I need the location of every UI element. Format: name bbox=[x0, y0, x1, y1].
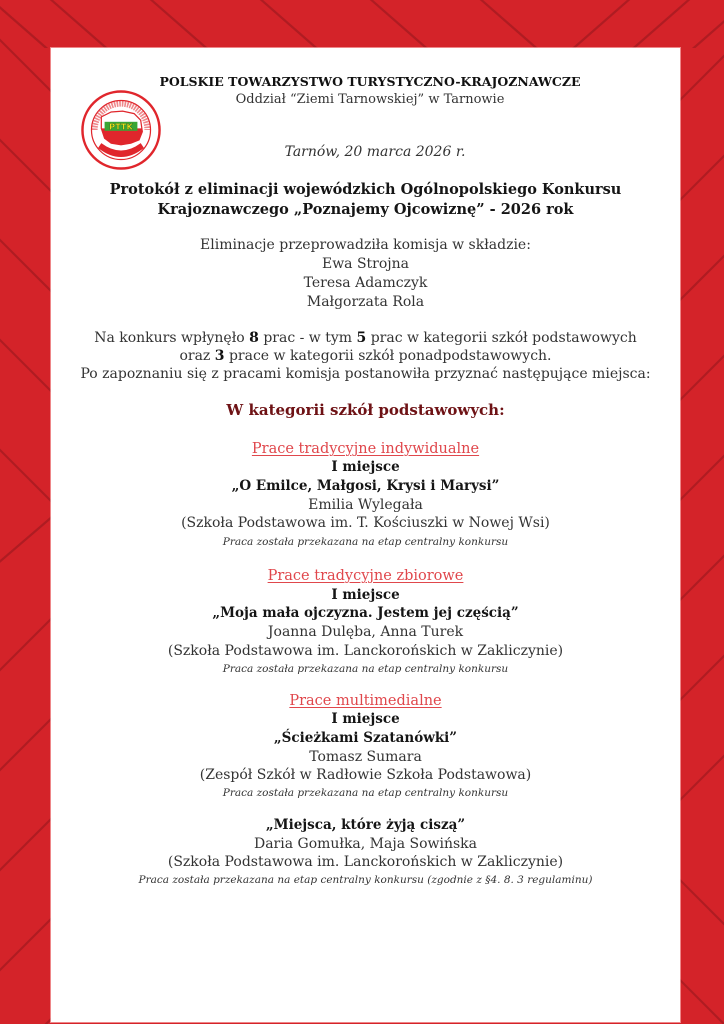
work-school: (Szkoła Podstawowa im. Lanckorońskich w Zakliczynie) bbox=[167, 854, 564, 870]
document-title-line-2: Krajoznawczego „Poznajemy Ojcowiznę” - 2026 rok bbox=[157, 201, 574, 218]
award-place: I miejsce bbox=[331, 459, 400, 475]
summary-text: prace w kategorii szkół ponadpodstawowych. bbox=[224, 348, 552, 364]
summary-line-2 bbox=[51, 349, 680, 363]
document-date: Tarnów, 20 marca 2026 r. bbox=[284, 144, 466, 160]
total-count: 8 bbox=[249, 330, 259, 346]
work-school: (Szkoła Podstawowa im. Lanckorońskich w Zakliczynie) bbox=[167, 643, 564, 659]
work-school: (Szkoła Podstawowa im. T. Kościuszki w Nowej Wsi) bbox=[181, 515, 550, 531]
work-school: (Zespół Szkół w Radłowie Szkoła Podstawowa) bbox=[199, 767, 532, 783]
document-title-line-1: Protokół z eliminacji wojewódzkich Ogólnopolskiego Konkursu bbox=[109, 181, 622, 198]
committee-member: Teresa Adamczyk bbox=[303, 275, 428, 291]
work-note: Praca została przekazana na etap centralny konkursu (zgodnie z §4. 8. 3 regulaminu) bbox=[138, 874, 593, 886]
work-title: „Miejsca, które żyją ciszą” bbox=[265, 817, 466, 833]
committee-member: Ewa Strojna bbox=[321, 256, 410, 272]
secondary-count: 3 bbox=[214, 348, 225, 364]
category-heading: W kategorii szkół podstawowych: bbox=[226, 401, 505, 419]
summary-text: oraz bbox=[179, 348, 215, 364]
section-heading: Prace tradycyjne zbiorowe bbox=[267, 568, 464, 584]
award-place: I miejsce bbox=[331, 587, 400, 603]
summary-line-1 bbox=[51, 331, 680, 345]
primary-count: 5 bbox=[356, 330, 367, 346]
organization-name: POLSKIE TOWARZYSTWO TURYSTYCZNO-KRAJOZNAWCZE bbox=[159, 74, 581, 89]
work-authors: Emilia Wylegała bbox=[308, 497, 423, 513]
work-note: Praca została przekazana na etap centralny konkursu bbox=[222, 663, 509, 675]
committee-member: Małgorzata Rola bbox=[306, 294, 425, 310]
summary-line-3: Po zapoznaniu się z pracami komisja postanowiła przyznać następujące miejsca: bbox=[80, 366, 651, 382]
branch-name: Oddział “Ziemi Tarnowskiej” w Tarnowie bbox=[235, 92, 505, 107]
work-title: „O Emilce, Małgosi, Krysi i Marysi” bbox=[231, 478, 500, 494]
work-note: Praca została przekazana na etap centralny konkursu bbox=[222, 536, 509, 548]
section-heading: Prace multimedialne bbox=[289, 693, 442, 709]
summary-text: prac w kategorii szkół podstawowych bbox=[366, 330, 637, 346]
work-title: „Ścieżkami Szatanówki” bbox=[273, 730, 458, 746]
summary-text: Na konkurs wpłynęło bbox=[94, 330, 250, 346]
work-authors: Tomasz Sumara bbox=[309, 749, 422, 765]
work-authors: Joanna Dulęba, Anna Turek bbox=[267, 624, 464, 640]
summary-text: prac - w tym bbox=[258, 330, 357, 346]
committee-intro: Eliminacje przeprowadziła komisja w składzie: bbox=[200, 237, 531, 253]
work-authors: Daria Gomułka, Maja Sowińska bbox=[253, 836, 478, 852]
work-note: Praca została przekazana na etap centralny konkursu bbox=[222, 787, 509, 799]
section-heading: Prace tradycyjne indywidualne bbox=[251, 441, 480, 457]
work-title: „Moja mała ojczyzna. Jestem jej częścią” bbox=[212, 605, 519, 621]
svg-text:PTTK: PTTK bbox=[109, 121, 133, 132]
award-place: I miejsce bbox=[331, 711, 400, 727]
